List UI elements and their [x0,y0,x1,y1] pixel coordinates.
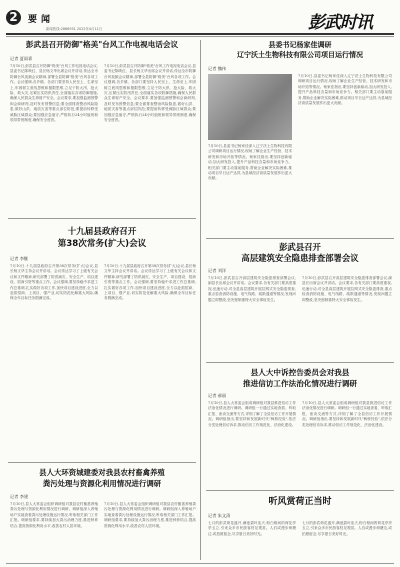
body-petition-col2: 7月10日,县人大常委会组成调研组对我县推进信访工作法治化情况进行调研。调研组一行通过实地查看、听取汇报、座谈交流等方式,详细了解了全县信访工作开展情况。调研组指出,要坚持和发展新时代"枫桥经验",依法分类处理信访诉求,推动信访工作规范化、法治化建设。 [302,401,392,427]
photo-visit [208,74,292,140]
divider-right-3 [206,490,394,491]
divider-left-2 [8,462,196,463]
body-typhoon-col1: 7月10日,彭武县召开防御"格美"台风工作电视电话会议,县委书记陈映红、县长杨文华出席会议并讲话,传达全市防御台风视频会议精神,部署全县防御"格美"台风各项工作。会议强调,各乡镇、各部门要坚持人民至上、生命至上,牢固树立底线思维和极限思维,立足于防大汛、抢大险、救大灾,压紧压实防汛责任,全面落实各项防御措施,确保人民群众生命财产安全。会议要求,要加强监测预警和会商研判,及时发布预警信息;要全面排查整治风险隐患,做好山洪、地质灾害等重点部位防范;要提前转移受威胁区域群众;要加强应急值守,严格执行24小时值班和领导带班制度,确保安全度汛。 [10,64,98,123]
headline-government-meeting: 十九届县政府召开 第38次常务(扩大)会议 [57,227,147,249]
body-visit-col1: 7月10日,县委书记杨家佳深入辽宁沃土生物科技有限公司调研项目运行情况,现场了解企业生产经营、技术研发和市场开拓等情况。杨家佳指出,要坚持创新驱动,加大研发投入,提升产品科技含量和市场竞争力。相关部门要主动靠前服务,帮助企业解决实际困难,推动项目早日达产达效,为县域经济高质量发展作出更大贡献。 [208,144,292,181]
page-number: 2 [9,10,18,24]
headline-highrise-safety: 彭武县召开 高层建筑安全隐患排查部署会议 [241,242,359,263]
footer-rule [6,563,394,564]
byline-petition: 记者 郝丽 [208,393,227,398]
byline-highrise: 记者 刘洋 [208,268,227,273]
body-visit-col2: 7月10日,县委书记杨家佳深入辽宁沃土生物科技有限公司调研项目运行情况,现场了解企业生产经营、技术研发和市场开拓等情况。杨家佳指出,要坚持创新驱动,加大研发投入,提升产品科技含量和市场竞争力。相关部门要主动靠前服务,帮助企业解决实际困难,推动项目早日达产达效,为县域经济高质量发展作出更大贡献。 [298,74,392,106]
page-header [6,6,394,32]
body-government-col1: 7月10日,十九届县政府召开第38次常务(扩大)会议,县长杨文华主持会议并讲话。会议传达学习了上级有关会议和文件精神,研究部署了防汛减灾、安全生产、项目建设、招商引资等重点工作。会议强调,要坚持稳中求进工作总基调,扎实做好各项工作,加快项目建设进度,全力以赴抓招商、上项目、强产业,切实防范化解重大风险,确保全年目标任务圆满完成。 [10,264,98,301]
masthead: 彭武时讯 [308,13,372,33]
headline-livestock-manure: 县人大环资城建委对我县农村畜禽养殖 粪污处理与资源化利用情况进行调研 [39,468,165,488]
column-divider [200,40,201,560]
byline-typhoon: 记者 夏雨霏 [10,56,33,61]
headline-party-secretary-visit: 县委书记杨家佳调研 辽宁沃土生物科技有限公司项目运行情况 [237,41,363,59]
body-livestock-col2: 7月10日,县人大常委会组织调研组对我县农村畜禽养殖粪污处理与资源化利用情况进行调研。调研组深入养殖场户实地查看粪污处理设施运行情况,听取相关部门工作汇报。调研组要求,要持续加大粪污治理力度,推进种养结合,提高资源化利用水平,改善农村人居环境。 [104,502,196,528]
body-lotus-col1: 七月的彭武荷花盛开,满池碧叶连天,粉白相间的荷花亭亭玉立,引来众多市民游客驻足观赏。人们或漫步荷塘边,或拍照留念,尽享夏日美好时光。 [208,521,296,536]
section-title: 要闻 [28,15,55,25]
body-government-col2: 7月10日,十九届县政府召开第38次常务(扩大)会议,县长杨文华主持会议并讲话。会议传达学习了上级有关会议和文件精神,研究部署了防汛减灾、安全生产、项目建设、招商引资等重点工作。会议强调,要坚持稳中求进工作总基调,扎实做好各项工作,加快项目建设进度,全力以赴抓招商、上项目、强产业,切实防范化解重大风险,确保全年目标任务圆满完成。 [104,264,196,301]
header-rule [6,33,394,35]
divider-right-2 [206,362,394,363]
divider-left-1 [8,218,196,219]
body-typhoon-col2: 7月10日,彭武县召开防御"格美"台风工作电视电话会议,县委书记陈映红、县长杨文华出席会议并讲话,传达全市防御台风视频会议精神,部署全县防御"格美"台风各项工作。会议强调,各乡镇、各部门要坚持人民至上、生命至上,牢固树立底线思维和极限思维,立足于防大汛、抢大险、救大灾,压紧压实防汛责任,全面落实各项防御措施,确保人民群众生命财产安全。会议要求,要加强监测预警和会商研判,及时发布预警信息;要全面排查整治风险隐患,做好山洪、地质灾害等重点部位防范;要提前转移受威胁区域群众;要加强应急值守,严格执行24小时值班和领导带班制度,确保安全度汛。 [104,64,196,123]
body-livestock-col1: 7月10日,县人大常委会组织调研组对我县农村畜禽养殖粪污处理与资源化利用情况进行调研。调研组深入养殖场户实地查看粪污处理设施运行情况,听取相关部门工作汇报。调研组要求,要持续加大粪污治理力度,推进种养结合,提高资源化利用水平,改善农村人居环境。 [10,502,98,528]
body-highrise-col1: 7月10日,彭武县召开高层建筑安全隐患排查部署会议,副县长出席会议并讲话。会议要求,各有关部门要高度重视,迅速行动,对全县高层建筑开展拉网式安全隐患排查,重点检查消防设施、电气线路、疏散通道等情况,发现问题立即整改,坚决遏制重特大安全事故发生。 [208,276,296,302]
byline-livestock: 记者 李建 [10,494,29,499]
byline-government: 记者 李继 [10,256,29,261]
headline-petition-research: 县人大中诉控告委员会对我县 推进信访工作法治化情况进行调研 [243,368,357,388]
byline-lotus: 记者 朱文清 [208,513,231,518]
headline-lotus: 听风赏荷正当时 [268,497,332,507]
divider-right-1 [206,238,394,239]
body-lotus-col2: 七月的彭武荷花盛开,满池碧叶连天,粉白相间的荷花亭亭玉立,引来众多市民游客驻足观赏。人们或漫步荷塘边,或拍照留念,尽享夏日美好时光。 [302,521,392,536]
body-highrise-col2: 7月10日,彭武县召开高层建筑安全隐患排查部署会议,副县长出席会议并讲话。会议要求,各有关部门要高度重视,迅速行动,对全县高层建筑开展拉网式安全隐患排查,重点检查消防设施、电气线路、疏散通道等情况,发现问题立即整改,坚决遏制重特大安全事故发生。 [302,276,392,302]
header-meta: 新闻热线:2866931 2022年4月11日 [46,27,103,31]
body-petition-col1: 7月10日,县人大常委会组成调研组对我县推进信访工作法治化情况进行调研。调研组一行通过实地查看、听取汇报、座谈交流等方式,详细了解了全县信访工作开展情况。调研组指出,要坚持和发展新时代"枫桥经验",依法分类处理信访诉求,推动信访工作规范化、法治化建设。 [208,401,296,427]
byline-visit: 记者 魏伟 [208,66,227,71]
header-rule-thin [6,36,394,37]
headline-typhoon-meeting: 彭武县召开防御"格美"台风工作电视电话会议 [25,40,179,49]
